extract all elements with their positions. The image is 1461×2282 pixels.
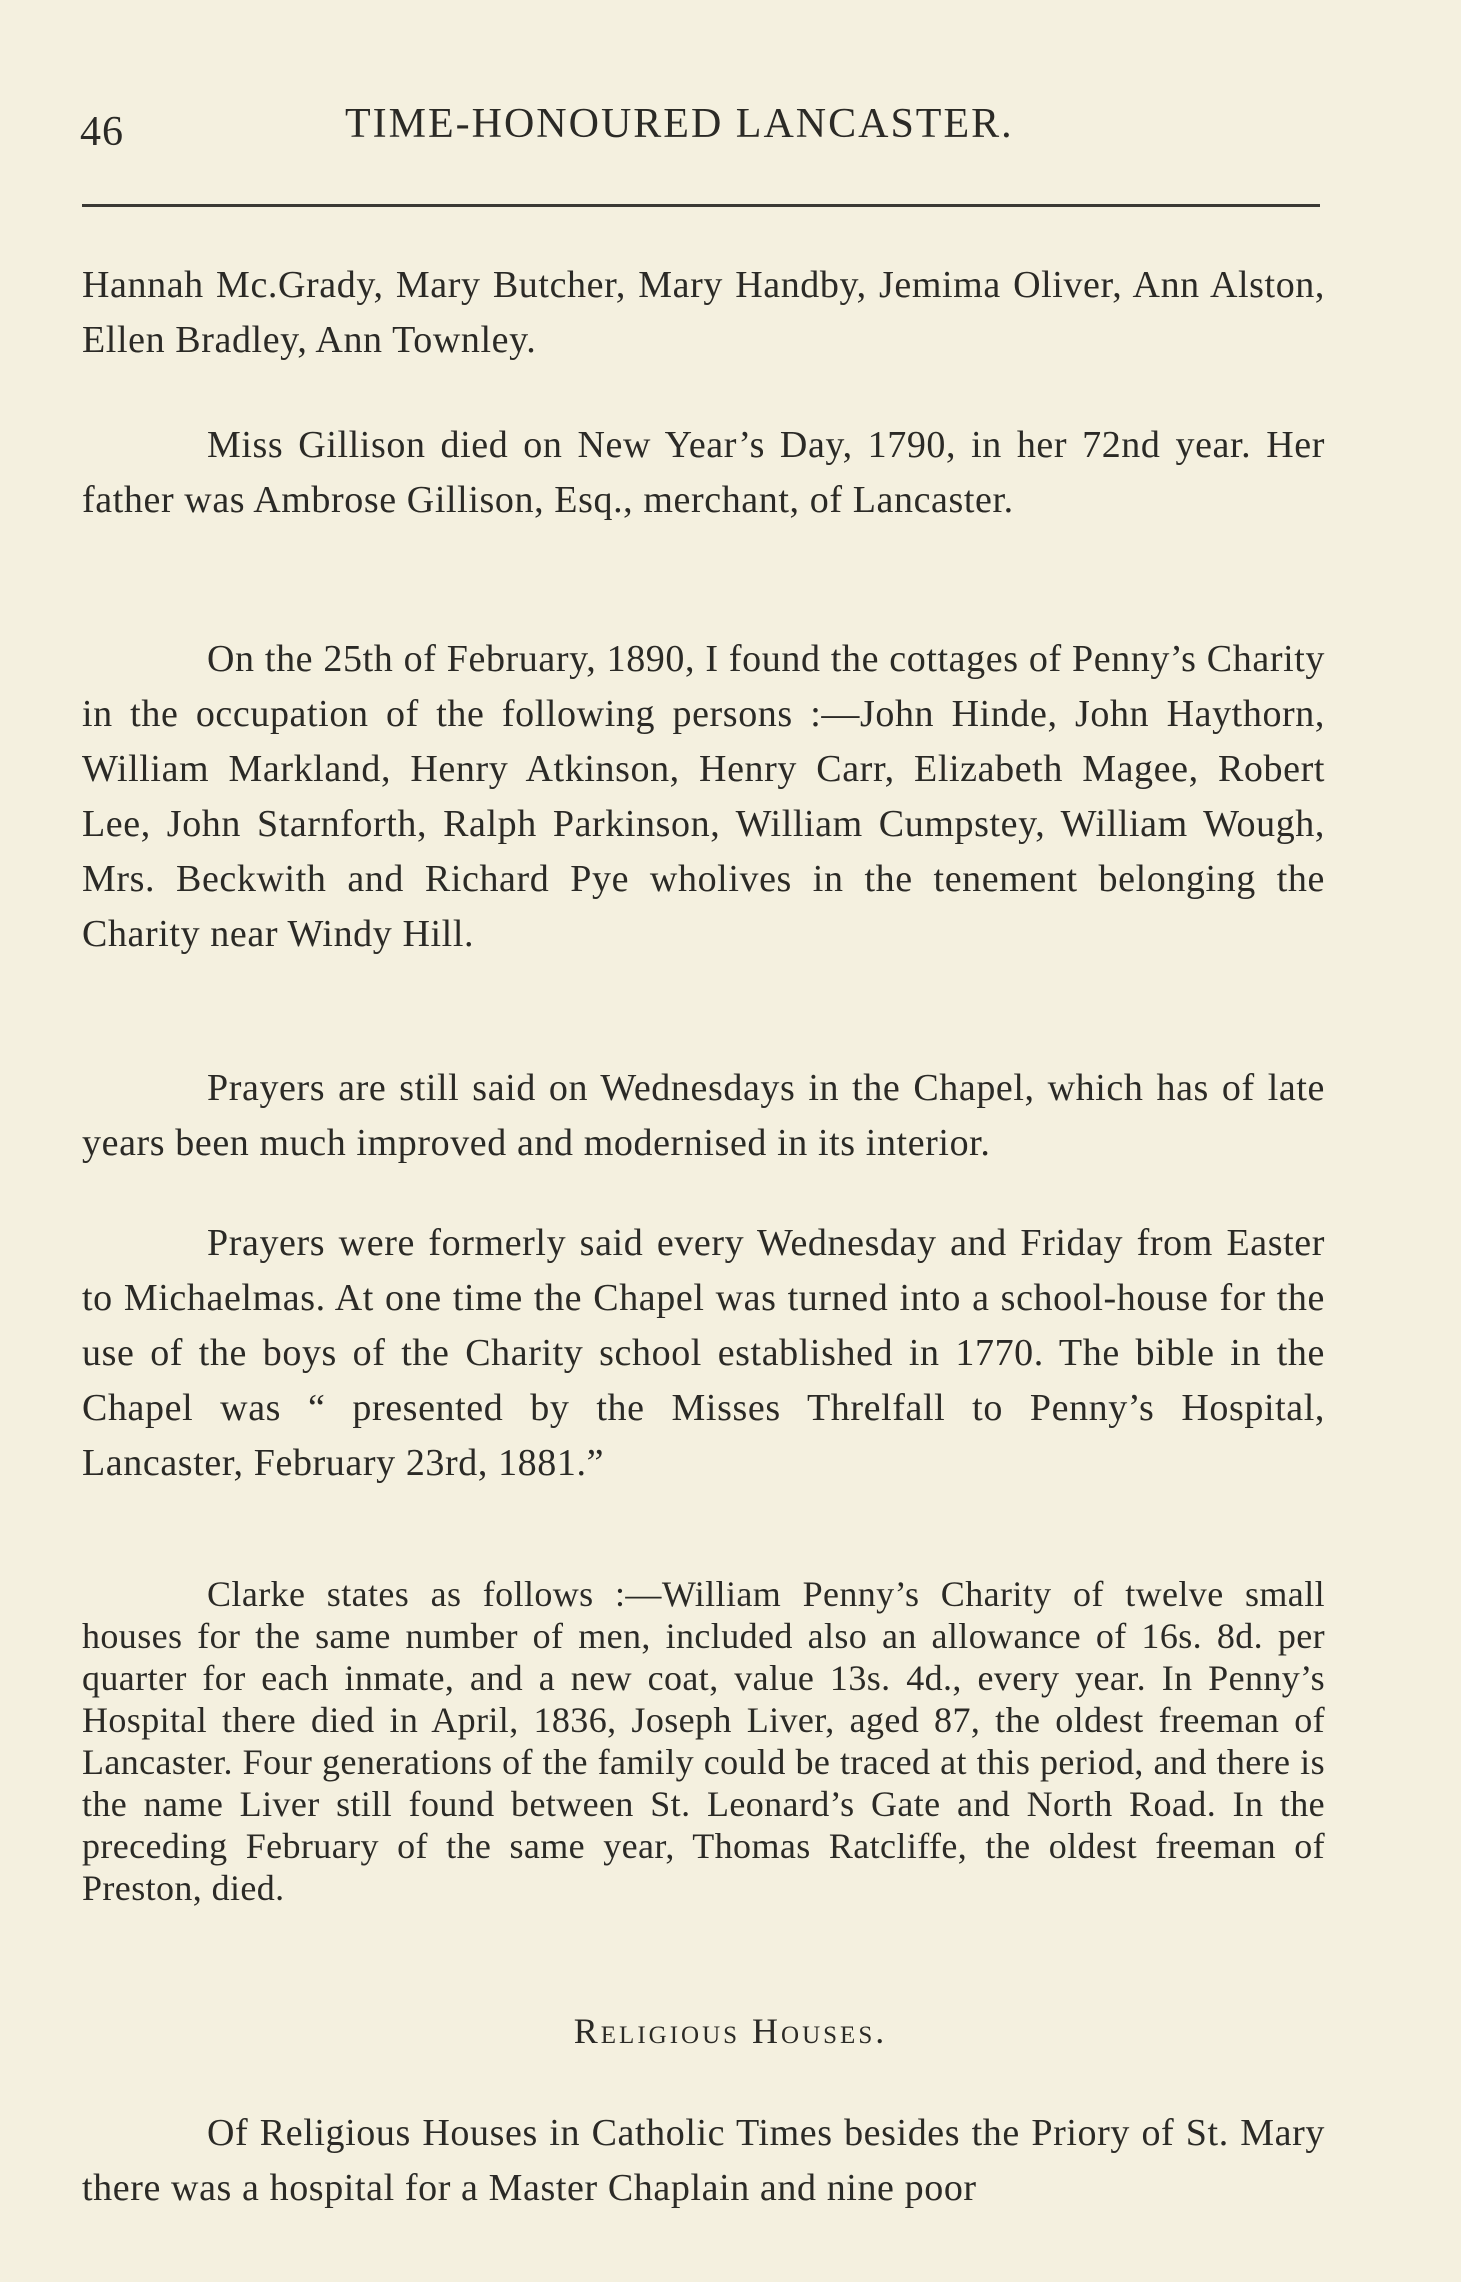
page-number: 46 — [80, 109, 124, 155]
paragraph-religious-houses — [82, 2106, 1325, 2216]
paragraph-text: Of Religious Houses in Catholic Times besides the Priory of St. Mary there was a hospital for a Master Chaplain and nine poor — [82, 2112, 1325, 2209]
page-header — [80, 100, 1340, 160]
paragraph-text: Clarke states as follows :—William Penny’s Charity of twelve small houses for the same number of men, included also an allowance of 16s. 8d. per quarter for each inmate, and a new coat, value 13s. 4d., every year. In Penny’s Hospital there died in April, 1836, Joseph Liver, aged 87, the oldest freeman of Lancaster. Four generations of the family could be traced at this period, and there is the name Liver still found between St. Leonard’s Gate and North Road. In the preceding February of the same year, Thomas Ratcliffe, the oldest freeman of Preston, died. — [82, 1574, 1325, 1908]
paragraph-text: Hannah Mc.Grady, Mary Butcher, Mary Handby, Jemima Oliver, Ann Alston, Ellen Bradley, Ann Townley. — [82, 264, 1325, 361]
paragraph-text: Prayers are still said on Wednesdays in the Chapel, which has of late years been much improved and modernised in its interior. — [82, 1067, 1325, 1164]
paragraph-cottages — [82, 632, 1325, 962]
paragraph-prayers-still — [82, 1061, 1325, 1171]
paragraph-text: Prayers were formerly said every Wednesday and Friday from Easter to Michaelmas. At one time the Chapel was turned into a school-house for the use of the boys of the Charity school established in 1770. The bible in the Chapel was “ presented by the Misses Threlfall to Penny’s Hospital, Lancaster, February 23rd, 1881.” — [82, 1222, 1325, 1484]
paragraph-clarke-quote — [82, 1573, 1325, 1909]
section-heading: Religious Houses. — [573, 2011, 888, 2051]
paragraph-prayers-formerly — [82, 1216, 1325, 1491]
paragraph-text: Miss Gillison died on New Year’s Day, 1790, in her 72nd year. Her father was Ambrose Gillison, Esq., merchant, of Lancaster. — [82, 424, 1325, 521]
running-title: TIME-HONOURED LANCASTER. — [345, 101, 1014, 147]
paragraph-gillison — [82, 418, 1325, 528]
paragraph-names-continued — [82, 258, 1325, 368]
header-rule — [82, 204, 1320, 207]
paragraph-text: On the 25th of February, 1890, I found the cottages of Penny’s Charity in the occupation of the following persons :—John Hinde, John Haythorn, William Markland, Henry Atkinson, Henry Carr, Elizabeth Magee, Robert Lee, John Starnforth, Ralph Parkinson, William Cumpstey, William Wough, Mrs. Beckwith and Richard Pye wholives in the tenement belonging the Charity near Windy Hill. — [82, 638, 1325, 955]
